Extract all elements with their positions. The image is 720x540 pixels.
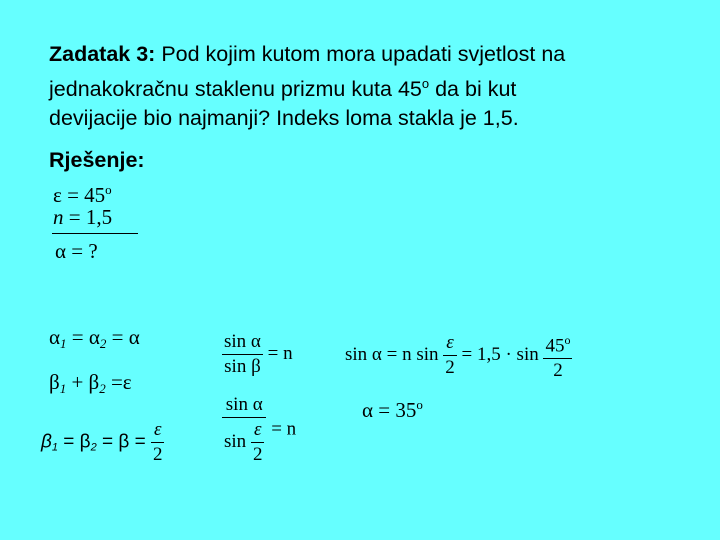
beta1: β — [49, 370, 60, 394]
problem-text — [49, 40, 669, 133]
sin-ratio — [222, 330, 263, 379]
given-n — [53, 204, 112, 230]
given-alpha — [55, 238, 98, 264]
alpha2: = α — [66, 325, 100, 349]
eps-half — [251, 418, 265, 467]
alpha1: α — [49, 325, 61, 349]
problem-line2-end: da bi kut — [429, 77, 517, 102]
deg45-over-2 — [543, 328, 572, 383]
beta2-sub: 2 — [99, 381, 106, 396]
snell-eps: ε — [446, 332, 454, 354]
sin-ratio-eps — [222, 393, 266, 467]
given-epsilon-text: ε = 45 — [53, 183, 106, 207]
frac-num: ε — [153, 419, 162, 440]
sin-alpha: sin α — [224, 331, 261, 352]
equals-n: = n — [267, 342, 293, 364]
snell-two: 2 — [445, 357, 455, 379]
alpha-relation — [49, 325, 140, 352]
eps-over-2 — [151, 418, 165, 467]
sin-alpha-2: sin α — [225, 394, 263, 415]
beta-formula-eq: = β = — [96, 431, 151, 453]
beta1-sub: 1 — [59, 381, 67, 396]
problem-label: Zadatak 3: — [49, 42, 156, 66]
deg45-value: 45 — [545, 335, 565, 357]
alpha-end: = α — [106, 325, 140, 349]
frac-den: 2 — [152, 444, 163, 465]
result — [362, 397, 423, 423]
beta-relation — [49, 370, 132, 397]
snell-expanded — [345, 328, 572, 383]
deg45-num — [543, 328, 572, 358]
beta2: + β — [66, 370, 100, 394]
beta-formula-b1: β — [41, 431, 52, 453]
deg45-den: 2 — [553, 360, 563, 382]
beta-formula-b2: = β — [57, 431, 91, 453]
given-divider — [52, 233, 138, 234]
sin-word: sin — [224, 430, 247, 452]
beta-formula — [41, 418, 164, 467]
problem-line3: devijacije bio najmanji? Indeks loma stakla je 1,5. — [49, 106, 519, 131]
beta-formula-sub2: 2 — [90, 441, 97, 454]
eps-half-num: ε — [253, 419, 262, 440]
snell-ratio-eps — [222, 393, 296, 467]
snell-eps-half — [443, 331, 457, 380]
given-alpha-text: α = ? — [55, 239, 98, 263]
sin-beta: sin β — [224, 356, 261, 377]
equals-n-2: = n — [271, 418, 297, 440]
solution-title: Rješenje: — [49, 148, 145, 172]
sin-eps-over-2 — [222, 418, 266, 467]
sin-alpha-eq: sin α = n sin — [345, 344, 439, 366]
problem-line1: Pod kojim kutom mora upadati svjetlost na — [155, 42, 566, 66]
snell-ratio — [222, 330, 293, 379]
given-n-symbol: n — [53, 205, 64, 229]
result-text: α = 35 — [362, 398, 417, 422]
result-degree: o — [416, 397, 423, 412]
given-epsilon-degree: o — [105, 182, 112, 197]
given-n-value: = 1,5 — [63, 205, 113, 229]
alpha2-sub: 2 — [99, 336, 107, 351]
degree-symbol: o — [421, 76, 430, 91]
problem-line2: jednakokračnu staklenu prizmu kuta 45 — [49, 77, 422, 102]
beta-formula-sub1: 1 — [51, 441, 58, 454]
eps-half-den: 2 — [252, 444, 263, 465]
beta-end: =ε — [105, 370, 132, 394]
alpha1-sub: 1 — [60, 336, 67, 351]
deg45-degree: o — [564, 333, 571, 347]
eq-15-sin: = 1,5 · sin — [461, 344, 539, 366]
